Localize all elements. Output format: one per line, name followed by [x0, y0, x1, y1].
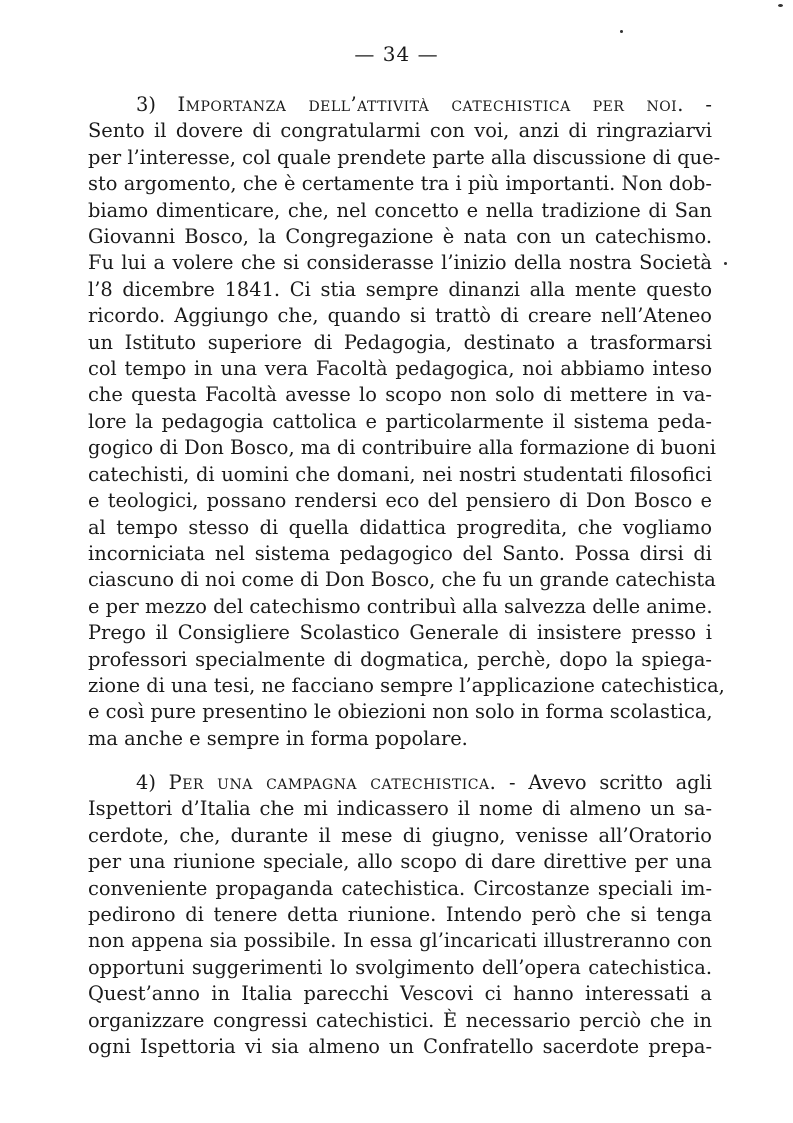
- text-line: al tempo stesso di quella didattica progredita, che vogliamo: [88, 515, 712, 539]
- page-number: — 34 —: [354, 42, 439, 66]
- text-line: l’8 dicembre 1841. Ci stia sempre dinanzi alla mente questo: [88, 277, 712, 301]
- text-line: Sento il dovere di congratularmi con voi, anzi di ringraziarvi: [88, 119, 712, 143]
- section-title: Per una campagna catechistica.: [168, 771, 497, 794]
- text-line: ciascuno di noi come di Don Bosco, che fu un grande catechista: [88, 568, 716, 592]
- text-line: biamo dimenticare, che, nel concetto e nella tradizione di San: [88, 198, 712, 222]
- text-line: che questa Facoltà avesse lo scopo non solo di mettere in va-: [88, 383, 712, 407]
- text-line: Fu lui a volere che si considerasse l’inizio della nostra Società: [88, 251, 712, 275]
- text-line: incorniciata nel sistema pedagogico del Santo. Possa dirsi di: [88, 541, 712, 565]
- text-line: un Istituto superiore di Pedagogia, destinato a trasformarsi: [88, 330, 712, 354]
- text-line: e così pure presentino le obiezioni non solo in forma scolastica,: [88, 700, 713, 724]
- section-heading: [88, 770, 712, 796]
- text-line: gogico di Don Bosco, ma di contribuire alla formazione di buoni: [88, 436, 716, 460]
- text-line: pedirono di tenere detta riunione. Intendo però che si tenga: [88, 903, 712, 927]
- section-number: 4): [136, 771, 156, 794]
- text-line: cerdote, che, durante il mese di giugno, venisse all’Oratorio: [88, 823, 712, 847]
- text-line: ogni Ispettoria vi sia almeno un Confratello sacerdote prepa-: [88, 1035, 712, 1059]
- text-line: catechisti, di uomini che domani, nei nostri studentati filosofici: [88, 462, 712, 486]
- text-line: Quest’anno in Italia parecchi Vescovi ci hanno interessati a: [88, 982, 712, 1006]
- section-3-importanza: [88, 92, 725, 752]
- text-line: conveniente propaganda catechistica. Circostanze speciali im-: [88, 876, 712, 900]
- text-line: opportuni suggerimenti lo svolgimento dell’opera catechistica.: [88, 955, 712, 979]
- section-number: 3): [136, 93, 156, 116]
- section-4-campagna: [88, 770, 712, 1060]
- section-heading: [88, 92, 712, 118]
- text-line: organizzare congressi catechistici. È necessario perciò che in: [88, 1008, 712, 1032]
- text-line: professori specialmente di dogmatica, perchè, dopo la spiega-: [88, 647, 712, 671]
- section-title: Importanza dell’attività catechistica per noi.: [177, 93, 684, 116]
- text-line: Giovanni Bosco, la Congregazione è nata con un catechismo.: [88, 225, 712, 249]
- text-line: non appena sia possibile. In essa gl’incaricati illustreranno con: [88, 929, 712, 953]
- text-line: per l’interesse, col quale prendete parte alla discussione di que-: [88, 145, 721, 169]
- text-line: zione di una tesi, ne facciano sempre l’applicazione catechistica,: [88, 673, 725, 697]
- text-line: ma anche e sempre in forma popolare.: [88, 726, 468, 750]
- heading-tail: Avevo scritto agli: [528, 771, 712, 794]
- text-line: ricordo. Aggiungo che, quando si trattò di creare nell’Ateneo: [88, 304, 712, 328]
- text-line: lore la pedagogia cattolica e particolarmente il sistema peda-: [88, 409, 712, 433]
- scan-speck: [724, 262, 727, 265]
- scan-speck: [778, 4, 783, 7]
- text-line: col tempo in una vera Facoltà pedagogica, noi abbiamo inteso: [88, 357, 712, 381]
- text-line: per una riunione speciale, allo scopo di dare direttive per una: [88, 850, 712, 874]
- text-line: Prego il Consigliere Scolastico Generale di insistere presso i: [88, 621, 712, 645]
- text-line: e teologici, possano rendersi eco del pensiero di Don Bosco e: [88, 489, 712, 513]
- heading-dash: -: [509, 771, 516, 794]
- scan-speck: [620, 30, 623, 33]
- text-line: e per mezzo del catechismo contribuì alla salvezza delle anime.: [88, 594, 713, 618]
- text-line: Ispettori d’Italia che mi indicassero il nome di almeno un sa-: [88, 797, 712, 821]
- text-line: sto argomento, che è certamente tra i più importanti. Non dob-: [88, 172, 712, 196]
- heading-dash: -: [705, 93, 712, 116]
